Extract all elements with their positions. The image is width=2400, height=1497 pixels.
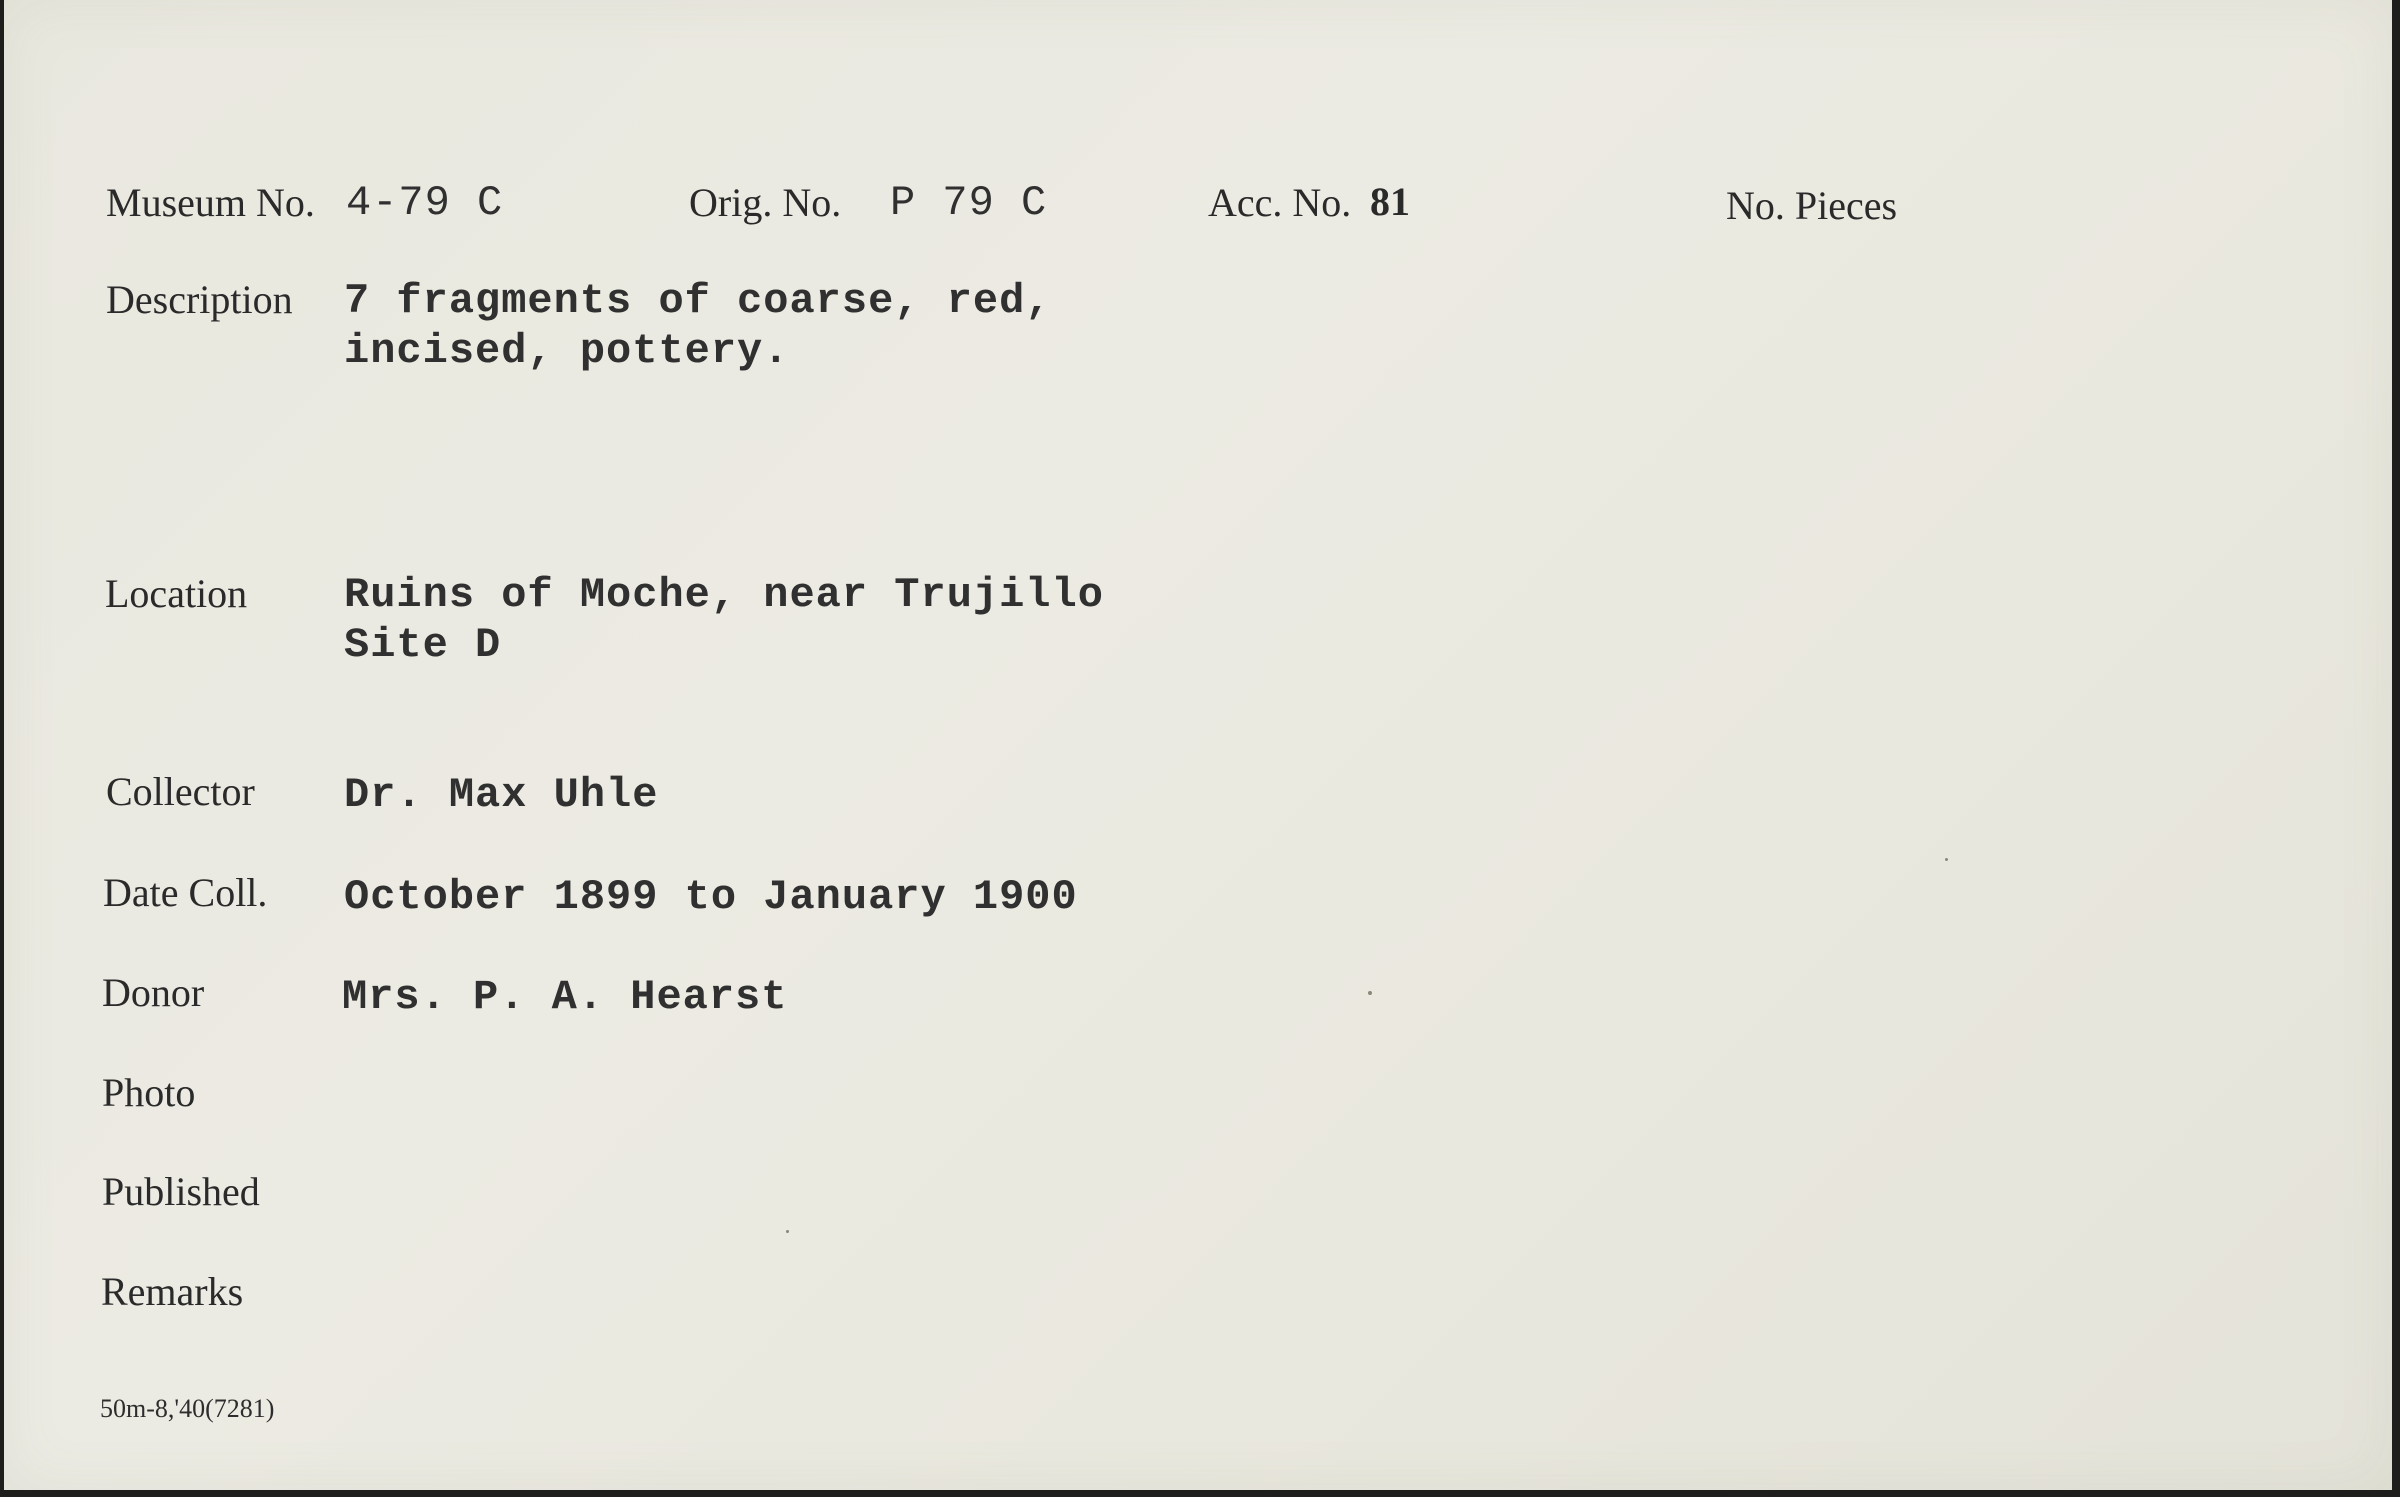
paper-speck bbox=[1945, 858, 1948, 861]
remarks-label: Remarks bbox=[101, 1269, 244, 1314]
paper-speck bbox=[786, 1230, 789, 1233]
museum-no-label: Museum No. bbox=[106, 180, 315, 225]
description-line: 7 fragments of coarse, red, bbox=[344, 277, 1052, 325]
orig-no-value: P 79 C bbox=[890, 179, 1048, 227]
orig-no-label: Orig. No. bbox=[689, 180, 842, 225]
acc-no-label: Acc. No. bbox=[1208, 180, 1352, 225]
paper-speck bbox=[1368, 991, 1372, 995]
location-line: Site D bbox=[344, 621, 502, 669]
no-pieces-label: No. Pieces bbox=[1726, 183, 1898, 228]
description-label: Description bbox=[106, 277, 293, 322]
description-line: incised, pottery. bbox=[344, 327, 790, 375]
donor-value: Mrs. P. A. Hearst bbox=[342, 973, 788, 1021]
location-label: Location bbox=[105, 571, 248, 616]
date-coll-label: Date Coll. bbox=[103, 870, 268, 915]
date-coll-value: October 1899 to January 1900 bbox=[344, 873, 1078, 921]
museum-no-value: 4-79 C bbox=[346, 179, 504, 227]
published-label: Published bbox=[102, 1169, 260, 1214]
photo-label: Photo bbox=[102, 1070, 196, 1115]
acc-no-value: 81 bbox=[1370, 179, 1410, 224]
collector-label: Collector bbox=[106, 769, 255, 814]
location-line: Ruins of Moche, near Trujillo bbox=[344, 571, 1104, 619]
donor-label: Donor bbox=[102, 970, 205, 1015]
print-code: 50m-8,'40(7281) bbox=[100, 1394, 275, 1423]
catalog-card bbox=[4, 0, 2392, 1490]
collector-value: Dr. Max Uhle bbox=[344, 771, 659, 819]
